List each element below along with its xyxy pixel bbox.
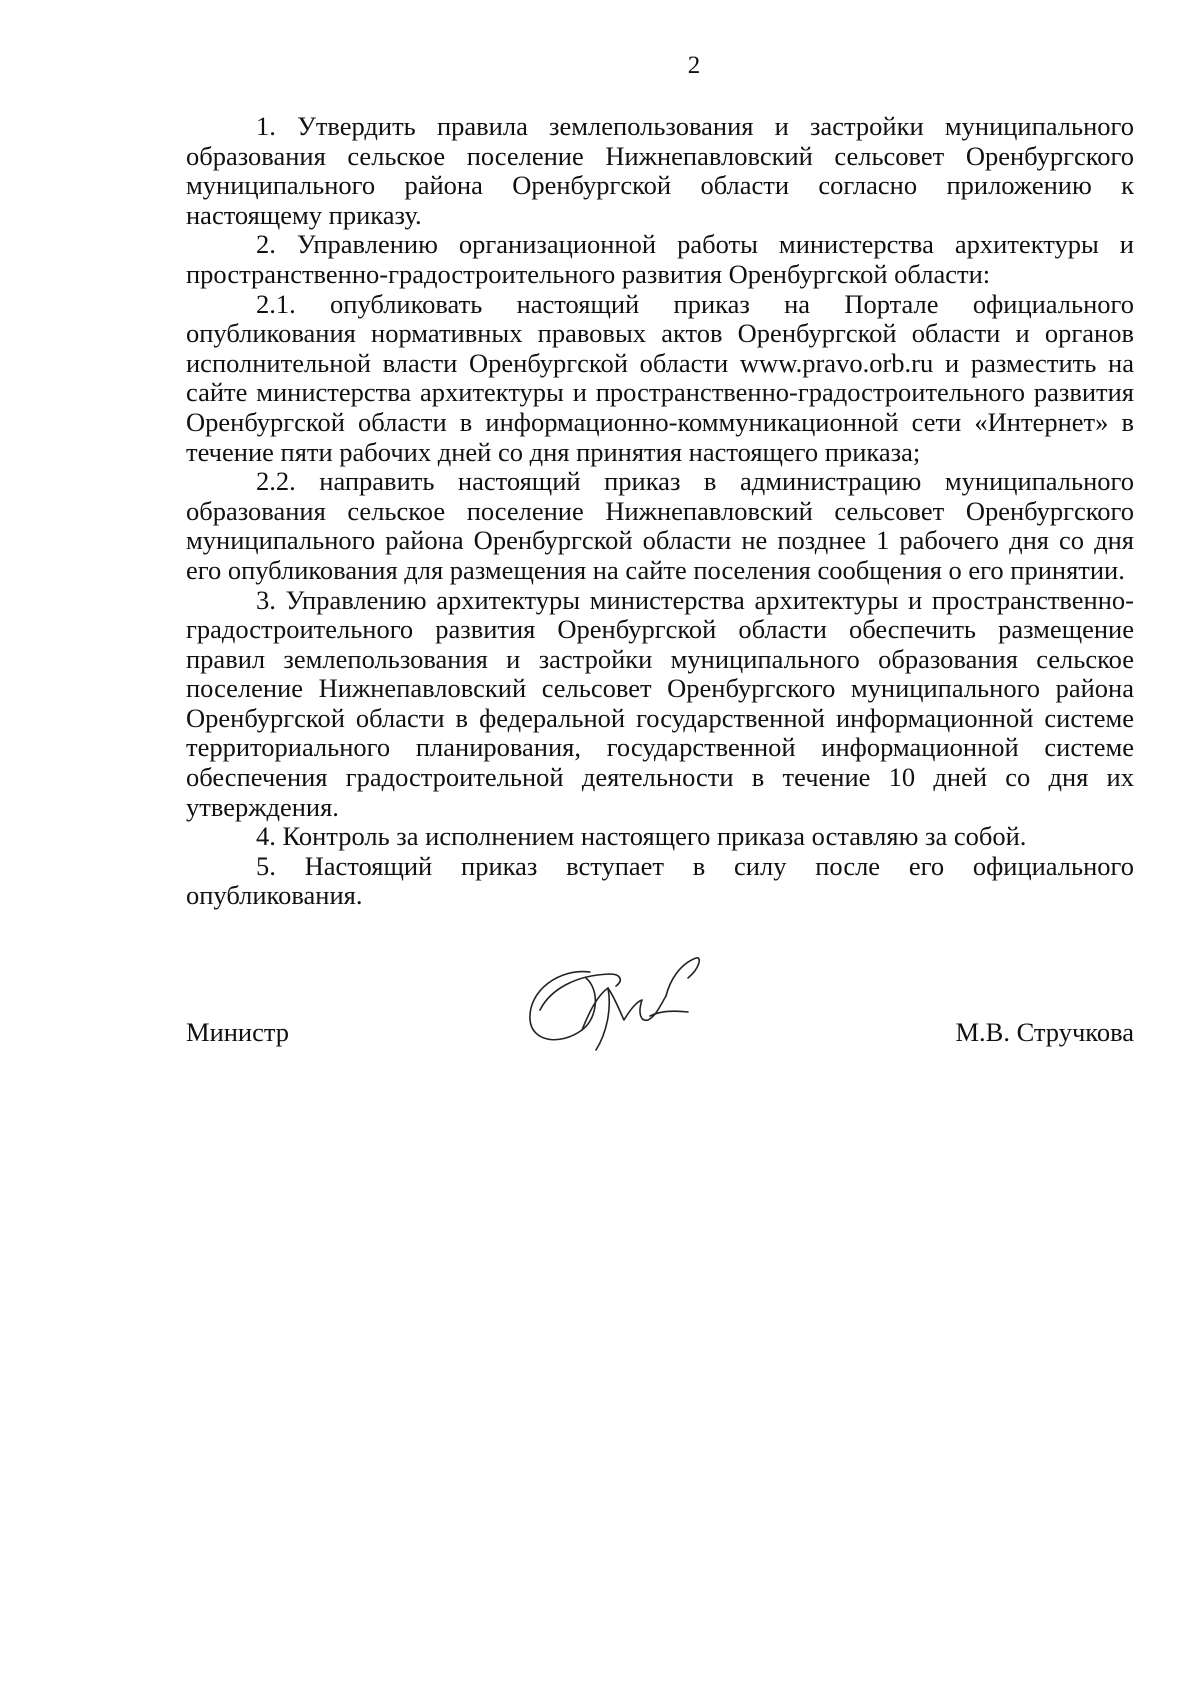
document-body — [186, 112, 1134, 911]
paragraph-1: 1. Утвердить правила землепользования и застройки муниципального образования сельское поселение Нижнепавловский сельсовет Оренбургского муниципального района Оренбургской области согласно приложению к настоящему приказу. — [186, 111, 1134, 230]
handwritten-signature — [520, 950, 720, 1060]
paragraph-2-2: 2.2. направить настоящий приказ в администрацию муниципального образования сельское поселение Нижнепавловский сельсовет Оренбургского муниципального района Оренбургской области не позднее 1 рабочего дня со дня его опубликования для размещения на сайте поселения сообщения о его принятии. — [186, 466, 1134, 585]
paragraph-3: 3. Управлению архитектуры министерства архитектуры и пространственно-градостроительного развития Оренбургской области обеспечить размещение правил землепользования и застройки муниципального образования сельское поселение Нижнепавловский сельсовет Оренбургского муниципального района Оренбургской области в федеральной государственной информационной системе территориального планирования, государственной информационной системе обеспечения градостроительной деятельности в течение 10 дней со дня их утверждения. — [186, 584, 1134, 822]
paragraph-4: 4. Контроль за исполнением настоящего приказа оставляю за собой. — [256, 821, 1027, 852]
signatory-name: М.В. Стручкова — [955, 1017, 1134, 1047]
paragraph-2-1: 2.1. опубликовать настоящий приказ на Портале официального опубликования нормативных правовых актов Оренбургской области и органов исполнительной власти Оренбургской области www.pravo.orb.ru и разместить на сайте министерства архитектуры и пространственно-градостроительного развития Оренбургской области в информационно-коммуникационной сети «Интернет» в течение пяти рабочих дней со дня принятия настоящего приказа; — [186, 288, 1134, 467]
signatory-title: Министр — [186, 1017, 290, 1047]
page-number: 2 — [687, 52, 701, 79]
paragraph-2: 2. Управлению организационной работы министерства архитектуры и пространственно-градостроительного развития Оренбургской области: — [186, 229, 1134, 289]
paragraph-5: 5. Настоящий приказ вступает в силу после его официального опубликования. — [186, 850, 1134, 911]
